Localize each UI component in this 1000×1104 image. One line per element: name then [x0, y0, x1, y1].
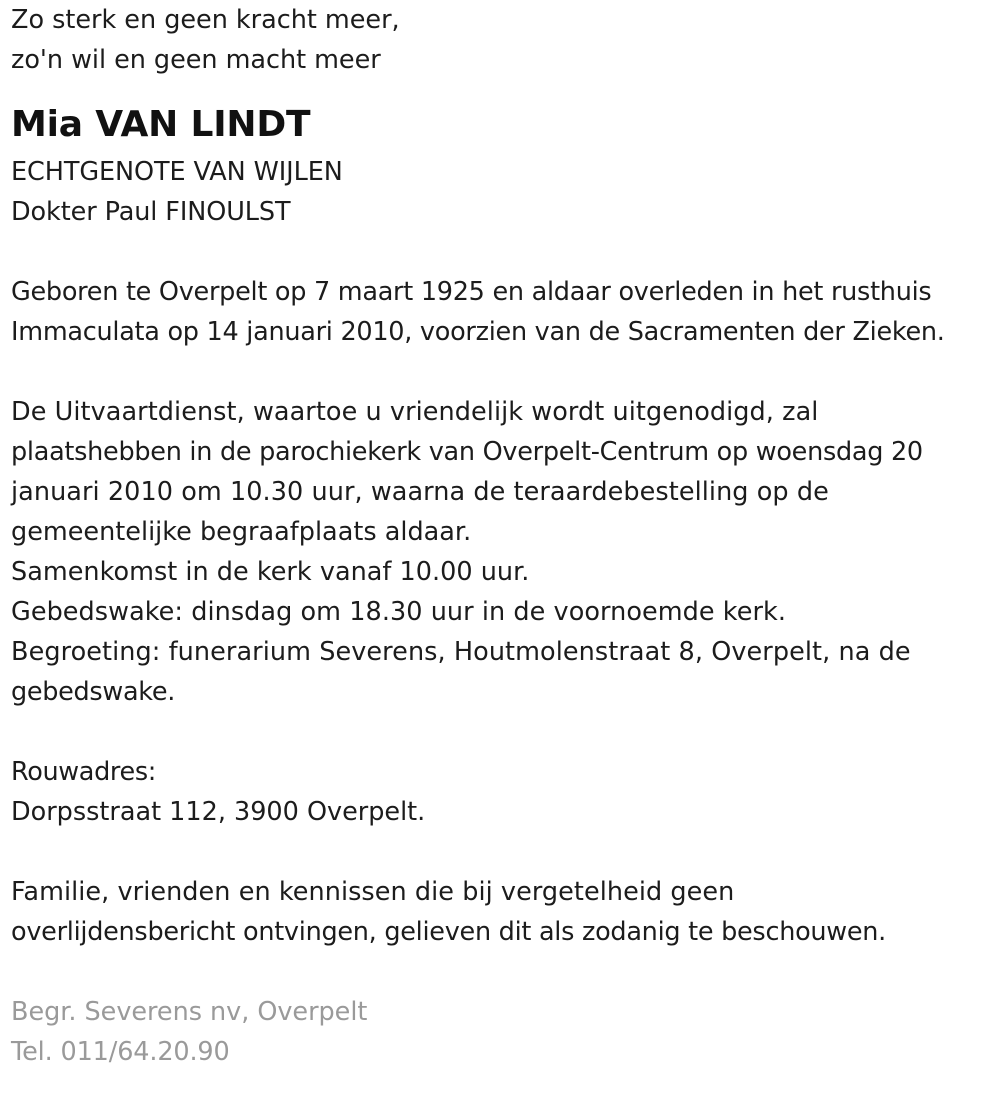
relation-text: ECHTGENOTE VAN WIJLEN — [11, 157, 343, 187]
funeral-paragraph — [11, 392, 996, 712]
gathering-time: Samenkomst in de kerk vanaf 10.00 uur. — [11, 557, 530, 587]
notice-line-2: overlijdensbericht ontvingen, gelieven dit als zodanig te beschouwen. — [11, 917, 887, 947]
spacer — [11, 832, 996, 872]
deceased-name: Mia VAN LINDT — [11, 104, 311, 145]
funeral-line-2: plaatshebben in de parochiekerk van Overpelt-Centrum op woensdag 20 — [11, 437, 923, 467]
spacer — [11, 352, 996, 392]
motto-line-2: zo'n wil en geen macht meer — [11, 45, 381, 75]
spacer — [11, 232, 996, 272]
motto-line-1: Zo sterk en geen kracht meer, — [11, 5, 400, 35]
funeral-home-footer — [11, 992, 996, 1072]
spouse-name: Dokter Paul FINOULST — [11, 197, 291, 227]
notice-paragraph — [11, 872, 996, 952]
birth-death-line-2: Immaculata op 14 januari 2010, voorzien van de Sacramenten der Zieken. — [11, 317, 945, 347]
spacer — [11, 952, 996, 992]
funeral-line-3: januari 2010 om 10.30 uur, waarna de teraardebestelling op de — [11, 477, 829, 507]
birth-death-paragraph — [11, 272, 996, 352]
relation-block — [11, 152, 996, 232]
address-value: Dorpsstraat 112, 3900 Overpelt. — [11, 797, 426, 827]
funeral-home-phone: Tel. 011/64.20.90 — [11, 1037, 230, 1067]
condolences-line-1: Begroeting: funerarium Severens, Houtmolenstraat 8, Overpelt, na de — [11, 637, 911, 667]
funeral-line-1: De Uitvaartdienst, waartoe u vriendelijk wordt uitgenodigd, zal — [11, 397, 819, 427]
address-label: Rouwadres: — [11, 757, 156, 787]
obituary-notice — [11, 0, 996, 1072]
motto — [11, 0, 996, 80]
mourning-address — [11, 752, 996, 832]
prayer-vigil: Gebedswake: dinsdag om 18.30 uur in de voornoemde kerk. — [11, 597, 786, 627]
condolences-line-2: gebedswake. — [11, 677, 176, 707]
birth-death-line-1: Geboren te Overpelt op 7 maart 1925 en aldaar overleden in het rusthuis — [11, 277, 932, 307]
notice-line-1: Familie, vrienden en kennissen die bij vergetelheid geen — [11, 877, 735, 907]
spacer — [11, 712, 996, 752]
funeral-home-name: Begr. Severens nv, Overpelt — [11, 997, 368, 1027]
funeral-line-4: gemeentelijke begraafplaats aldaar. — [11, 517, 472, 547]
